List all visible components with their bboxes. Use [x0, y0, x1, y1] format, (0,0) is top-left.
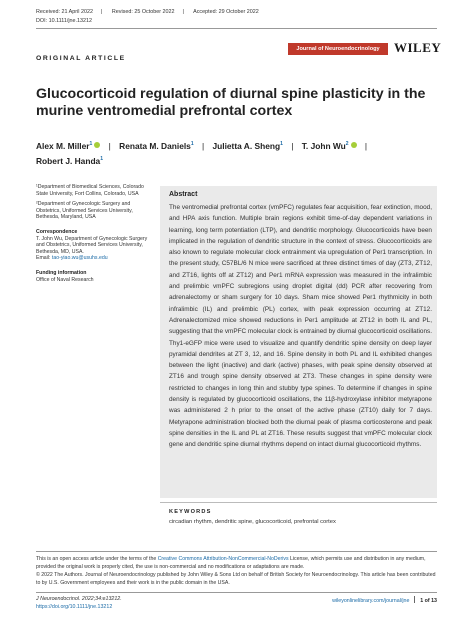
received-date: Received: 21 April 2022: [36, 9, 93, 15]
keywords-heading: KEYWORDS: [169, 509, 212, 515]
keywords-text: circadian rhythm, dendritic spine, glucocorticoid, prefrontal cortex: [169, 519, 336, 525]
footer-divider: [36, 592, 437, 593]
email-label: Email:: [36, 255, 51, 262]
author-name[interactable]: Julietta A. Sheng: [212, 140, 281, 151]
keywords-divider: [160, 502, 437, 503]
author-affiliation-marker: 1: [190, 141, 194, 147]
correspondence-label: Correspondence: [36, 228, 78, 235]
date-divider: |: [100, 9, 103, 15]
author-separator: |: [108, 140, 111, 151]
publisher-logo[interactable]: WILEY: [394, 40, 442, 55]
header-divider: [36, 28, 437, 29]
affiliation-1: ¹Department of Biomedical Sciences, Colorado State University, Fort Collins, Colorado, USA: [36, 184, 144, 197]
accepted-date: Accepted: 29 October 2022: [193, 9, 259, 15]
citation-block: [36, 596, 122, 611]
doi-label: DOI: 10.1111/jne.13212: [36, 18, 93, 24]
license-text: This is an open access article under the terms of the: [36, 556, 158, 562]
article-type-label: ORIGINAL ARTICLE: [36, 55, 126, 62]
author-separator: |: [291, 140, 294, 151]
author-separator: |: [201, 140, 205, 151]
funding-text: Office of Naval Research: [36, 276, 94, 283]
copyright-line: © 2022 The Authors. Journal of Neuroendocrinology published by John Wiley & Sons Ltd on behalf of British Society for Neuroendocrinology. This article has been contributed to by U.S. Government employees and their work is in the public domain in the USA.: [36, 572, 436, 586]
page-info: [332, 596, 437, 604]
journal-citation: J Neuroendocrinol. 2022;34:e13212.: [36, 596, 122, 602]
date-divider: |: [182, 9, 184, 15]
affiliations-panel: [36, 184, 151, 287]
page-number: 1 of 13: [420, 598, 437, 604]
email-link[interactable]: tao-yiao.wu@usuhs.edu: [51, 255, 108, 262]
email-line: [36, 255, 151, 262]
license-notice: [36, 555, 436, 587]
site-link[interactable]: wileyonlinelibrary.com/journal/jne: [332, 598, 410, 604]
orcid-icon[interactable]: [351, 142, 357, 148]
author-affiliation-marker: 1: [100, 155, 104, 162]
journal-badge[interactable]: Journal of Neuroendocrinology: [288, 43, 388, 55]
doi-link[interactable]: https://doi.org/10.1111/jne.13212: [36, 603, 113, 610]
affiliation-2: ²Department of Gynecologic Surgery and Obstetrics, Uniformed Services University, Bethesda, Maryland, USA: [36, 201, 133, 221]
funding-label: Funding information: [36, 269, 87, 276]
author-affiliation-marker: 1: [89, 141, 93, 147]
revised-date: Revised: 25 October 2022: [111, 9, 175, 15]
author-affiliation-marker: 1: [280, 141, 283, 147]
license-line: [36, 555, 436, 571]
author-name[interactable]: T. John Wu: [301, 140, 346, 151]
author-separator: |: [364, 140, 368, 151]
license-text: License, which permits use and distribution in any medium, provided the original work is properly cited, the use is non-commercial and no modifications or adaptations are made.: [36, 556, 426, 570]
author-affiliation-marker: 2: [345, 141, 349, 147]
author-name[interactable]: Alex M. Miller: [36, 140, 90, 151]
abstract-heading: Abstract: [169, 191, 198, 198]
author-name[interactable]: Robert J. Handa: [36, 155, 101, 166]
author-name[interactable]: Renata M. Daniels: [119, 140, 191, 151]
article-title: Glucocorticoid regulation of diurnal spine plasticity in the murine ventromedial prefrontal cortex: [36, 86, 426, 119]
abstract-text: The ventromedial prefrontal cortex (vmPFC) regulates fear acquisition, fear extinction, mood, and HPA axis function. Multiple brain regions exhibit time-of-day dependent variations in learning, long term potentiation (LTP), and dendritic morphology. Glucocorticoids have been implicated in the regulation of dendritic structure in the context of stress. Glucocorticoids are also known to regulate molecular clock entrainment via upregulation of Per1 transcription. In the present study, C57BL/6 N mice were sacrificed at three distinct times of day (ZT3, ZT12, and ZT16, lights off at ZT12) and Per1 mRNA expression was measured in the infralimbic and prelimbic vmPFC subregions using droplet digital (dd) PCR after recovering from adrenalectomy or sham surgery for 10 days. Sham mice showed Per1 rhythmicity in both infralimbic (IL) and prelimbic (PL) cortex, with peak expression occurring at ZT12. Adrenalectomized mice showed reductions in Per1 amplitude at ZT12 in both IL and PL, suggesting that the vmPFC molecular clock is entrained by diurnal glucocorticoid oscillations. Thy1-eGFP mice were used to visualize and quantify dendritic spine density on deep layer pyramidal dendrites at ZT 3, 12, and 16. Spine density in both PL and IL exhibited changes between the light (inactive) and dark (active) phases, with peak spine density observed at ZT16 and trough spine density observed at ZT3. These changes in spine density were restricted to changes in long thin and stubby type spines. To determine if changes in spine density is regulated by glucocorticoid oscillations, the 11β-hydroxylase inhibitor metyrapone was administered 2 h prior to the onset of the active phase (ZT10) daily for 7 days. Metyrapone administration blocked both the diurnal peak of plasma corticosterone and peak spine densities in the IL and PL at ZT16. These results suggest that vmPFC molecular clock gene and dendritic spine diurnal rhythms depend on intact diurnal glucocorticoid rhythms.: [169, 204, 432, 449]
footer-separator: [414, 596, 415, 603]
correspondence-text: T. John Wu, Department of Gynecologic Surgery and Obstetrics, Uniformed Services University, Bethesda, MD, USA.: [36, 235, 148, 255]
orcid-icon[interactable]: [94, 142, 100, 148]
author-list: [36, 138, 446, 168]
license-link[interactable]: Creative Commons Attribution-NonCommercial-NoDerivs: [157, 556, 289, 562]
license-divider: [36, 551, 437, 552]
article-dates: [36, 9, 267, 15]
